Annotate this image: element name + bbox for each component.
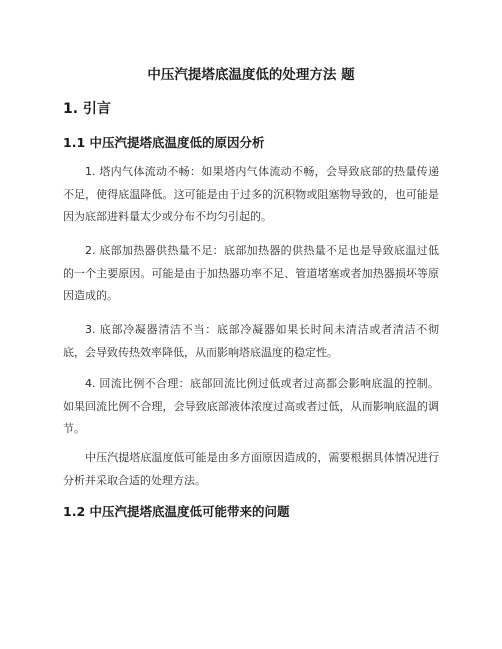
document-title: 中压汽提塔底温度低的处理方法 题 (147, 67, 355, 83)
section-heading-introduction: 1. 引言 (63, 101, 111, 117)
paragraph-cause-4: 4. 回流比例不合理：底部回流比例过低或者过高都会影响底温的控制。如果回流比例不合理，会导致底部液体浓度过高或者过低，从而影响底温的调节。 (63, 377, 439, 436)
paragraph-cause-1: 1. 塔内气体流动不畅：如果塔内气体流动不畅，会导致底部的热量传递不足，使得底温降低。这可能是由于过多的沉积物或阻塞物导致的，也可能是因为底部进料量太少或分布不均匀引起的。 (63, 165, 439, 224)
paragraph-cause-3: 3. 底部冷凝器清洁不当：底部冷凝器如果长时间未清洁或者清洁不彻底，会导致传热效率降低，从而影响塔底温度的稳定性。 (63, 323, 439, 359)
paragraph-cause-2: 2. 底部加热器供热量不足：底部加热器的供热量不足也是导致底温过低的一个主要原因。可能是由于加热器功率不足、管道堵塞或者加热器损坏等原因造成的。 (63, 244, 439, 303)
subsection-heading-possible-problems: 1.2 中压汽提塔底温度低可能带来的问题 (63, 504, 290, 519)
subsection-heading-cause-analysis: 1.1 中压汽提塔底温度低的原因分析 (63, 135, 265, 150)
paragraph-summary: 中压汽提塔底温度低可能是由多方面原因造成的，需要根据具体情况进行分析并采取合适的处理方法。 (63, 451, 439, 487)
